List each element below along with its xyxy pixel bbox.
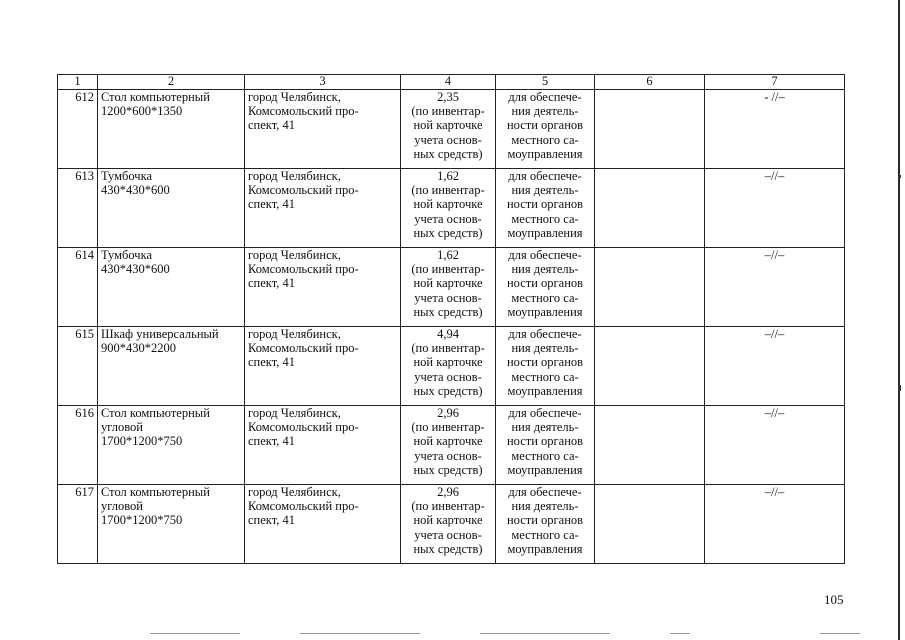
item-purpose: для обеспече- ния деятель- ности органов местного са- моуправления (496, 485, 595, 564)
column-header: 5 (496, 75, 595, 90)
item-value: 2,35 (по инвентар- ной карточке учета основ- ных средств) (401, 90, 496, 169)
page-number: 105 (824, 592, 844, 607)
column-header: 3 (245, 75, 401, 90)
item-name: Стол компьютерный угловой 1700*1200*750 (98, 485, 245, 564)
item-ditto: –//– (705, 248, 845, 327)
scan-mark (898, 385, 901, 391)
item-name: Шкаф универсальный 900*430*2200 (98, 327, 245, 406)
item-purpose: для обеспече- ния деятель- ности органов местного са- моуправления (496, 90, 595, 169)
scan-mark (670, 633, 690, 634)
item-address: город Челябинск, Комсомольский про- спект, 41 (245, 406, 401, 485)
item-address: город Челябинск, Комсомольский про- спект, 41 (245, 90, 401, 169)
item-col6 (595, 327, 705, 406)
item-number: 615 (58, 327, 98, 406)
column-header: 1 (58, 75, 98, 90)
table-row (58, 169, 845, 248)
item-col6 (595, 169, 705, 248)
column-header: 4 (401, 75, 496, 90)
scan-mark (898, 175, 901, 178)
inventory-table (57, 74, 845, 564)
item-ditto: –//– (705, 327, 845, 406)
table-row (58, 327, 845, 406)
item-col6 (595, 90, 705, 169)
item-ditto: –//– (705, 406, 845, 485)
item-address: город Челябинск, Комсомольский про- спект, 41 (245, 248, 401, 327)
table-row (58, 248, 845, 327)
item-number: 617 (58, 485, 98, 564)
table-row (58, 90, 845, 169)
item-value: 2,96 (по инвентар- ной карточке учета основ- ных средств) (401, 406, 496, 485)
table-row (58, 406, 845, 485)
scan-mark (480, 633, 610, 634)
item-ditto: –//– (705, 169, 845, 248)
column-header: 7 (705, 75, 845, 90)
page-edge-line (898, 0, 900, 640)
item-col6 (595, 485, 705, 564)
item-ditto: - //– (705, 90, 845, 169)
item-purpose: для обеспече- ния деятель- ности органов местного са- моуправления (496, 248, 595, 327)
item-name: Стол компьютерный угловой 1700*1200*750 (98, 406, 245, 485)
item-value: 4,94 (по инвентар- ной карточке учета основ- ных средств) (401, 327, 496, 406)
item-name: Стол компьютерный 1200*600*1350 (98, 90, 245, 169)
item-number: 613 (58, 169, 98, 248)
item-purpose: для обеспече- ния деятель- ности органов местного са- моуправления (496, 169, 595, 248)
header-row (58, 75, 845, 90)
scan-mark (150, 633, 240, 634)
column-header: 2 (98, 75, 245, 90)
item-value: 1,62 (по инвентар- ной карточке учета основ- ных средств) (401, 169, 496, 248)
item-col6 (595, 248, 705, 327)
item-number: 614 (58, 248, 98, 327)
item-number: 612 (58, 90, 98, 169)
item-purpose: для обеспече- ния деятель- ности органов местного са- моуправления (496, 327, 595, 406)
item-value: 2,96 (по инвентар- ной карточке учета основ- ных средств) (401, 485, 496, 564)
item-col6 (595, 406, 705, 485)
item-name: Тумбочка 430*430*600 (98, 169, 245, 248)
item-address: город Челябинск, Комсомольский про- спект, 41 (245, 485, 401, 564)
item-address: город Челябинск, Комсомольский про- спект, 41 (245, 327, 401, 406)
item-purpose: для обеспече- ния деятель- ности органов местного са- моуправления (496, 406, 595, 485)
item-name: Тумбочка 430*430*600 (98, 248, 245, 327)
scan-mark (820, 633, 860, 634)
item-address: город Челябинск, Комсомольский про- спект, 41 (245, 169, 401, 248)
column-header: 6 (595, 75, 705, 90)
item-value: 1,62 (по инвентар- ной карточке учета основ- ных средств) (401, 248, 496, 327)
scan-mark (300, 633, 420, 634)
table-row (58, 485, 845, 564)
item-ditto: –//– (705, 485, 845, 564)
item-number: 616 (58, 406, 98, 485)
